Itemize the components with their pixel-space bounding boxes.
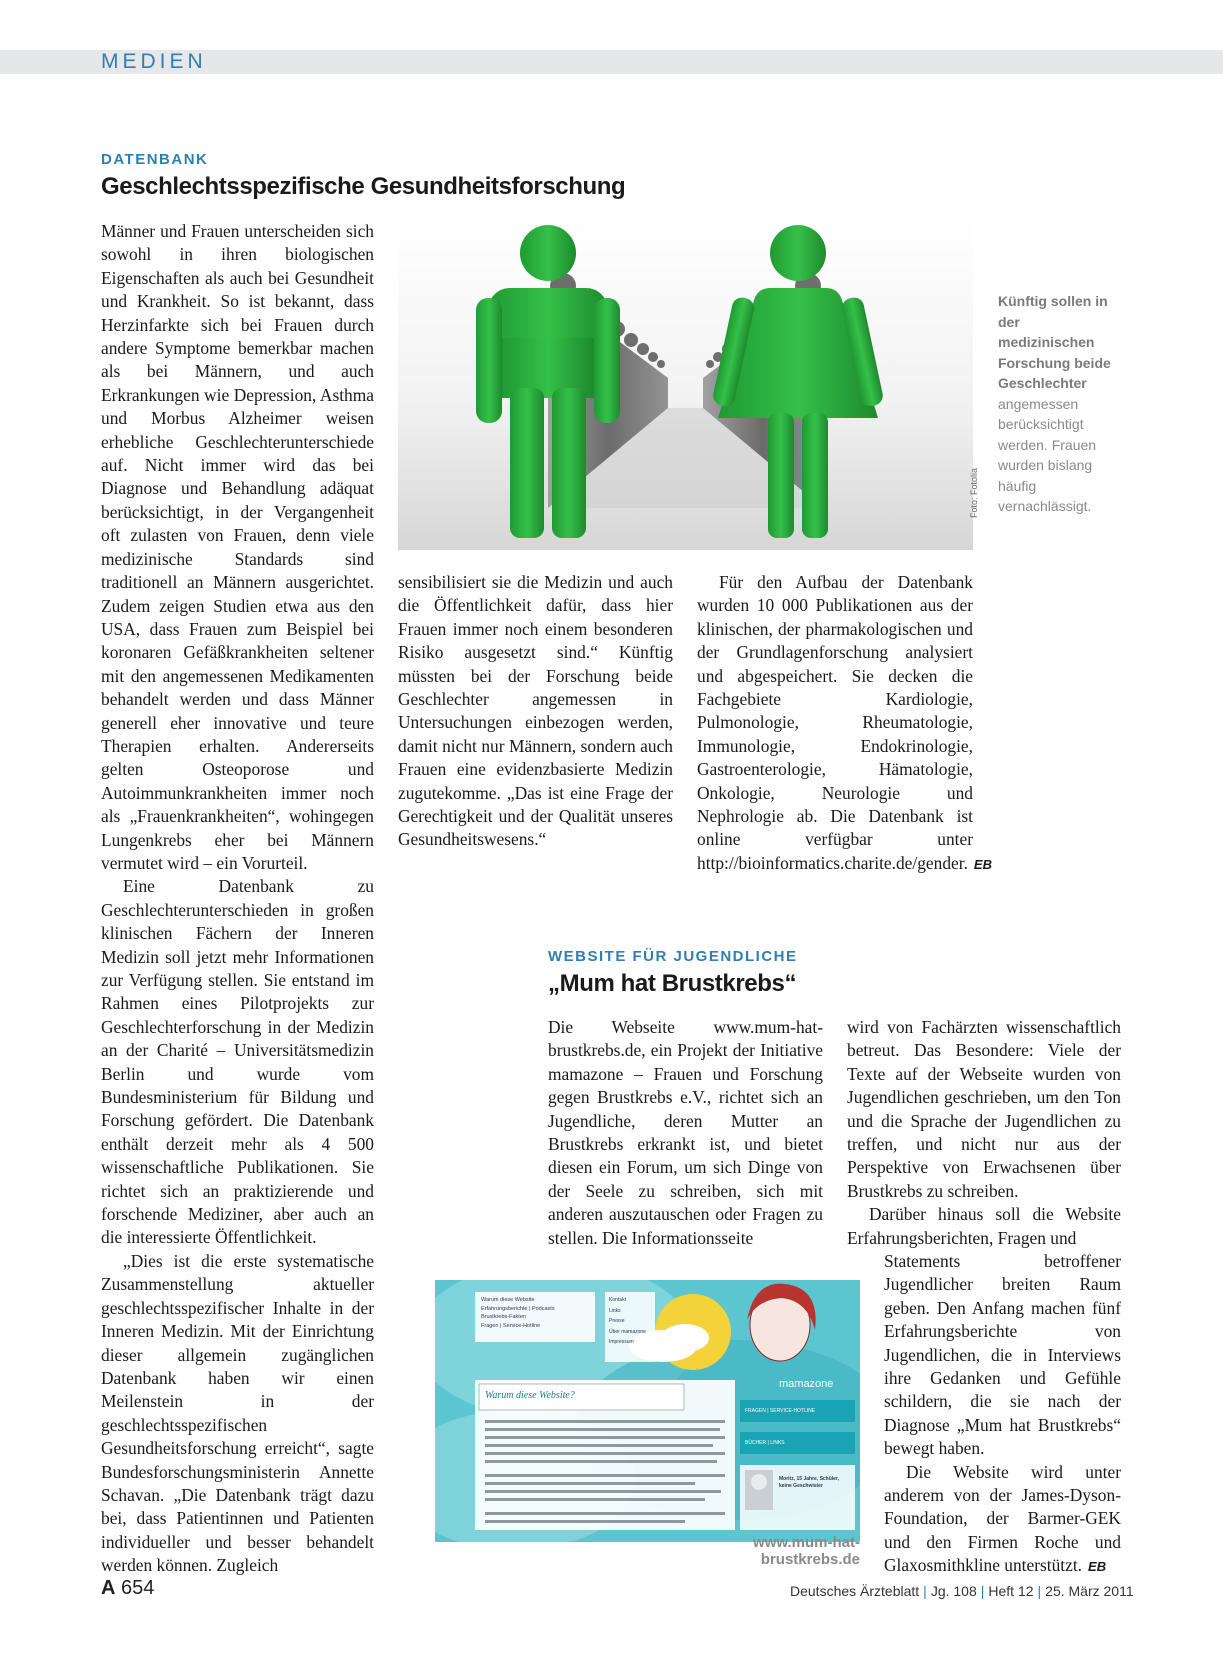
gender-figures-illustration: [398, 218, 973, 550]
site-link[interactable]: Presse: [609, 1318, 625, 1324]
article1-paragraph: Für den Aufbau der Datenbank wurden 10 000 Publikationen aus der klinischen, der pharmakologischen und der Grundlagenforschung analysiert und abgespeichert. Sie decken die Fachgebiete Kardiologie, Pulmonologie, Rheumatologie, Immunologie, Endokrinologie, Gastroenterologie, Hämatologie, Onkologie, Neurologie und Nephrologie ab. Die Datenbank ist online verfügbar unter http://bioinformatics.charite.de/gender.: [697, 572, 973, 873]
mamazone-logo: mamazone: [779, 1378, 834, 1390]
article1-paragraph: „Dies ist die erste systematische Zusammenstellung aktueller geschlechtsspezifischer Inhalte in der Inneren Medizin. Mit der Einrichtung dieser allgemein zugänglichen Datenbank haben wir einen Meilenstein in der geschlechtsspezifischen Gesundheitsforschung erreicht“, sagte Bundesforschungsministerin Annette Schavan. „Die Datenbank trägt dazu bei, dass Patientinnen und Patienten individueller und besser behandelt werden können. Zugleich: [101, 1250, 374, 1576]
article2-paragraph: Statements betroffener Jugendlicher breiten Raum geben. Den Anfang machen fünf Erfahrungsberichte von Jugendlichen, die in Interviews ihre Gedanken und Gefühle schildern, die sie nach der Diagnose „Mum hat Brustkrebs“ bewegt haben.: [884, 1251, 1121, 1459]
journal-issue: Heft 12: [988, 1583, 1034, 1599]
site-menu: [481, 1296, 555, 1330]
site-link[interactable]: Links: [609, 1307, 621, 1314]
site-profile: Moritz, 15 Jahre, Schüler, keine Geschwister: [779, 1476, 840, 1489]
article1-title: Geschlechtsspezifische Gesundheitsforschung: [101, 173, 626, 200]
page-prefix: A: [101, 1577, 116, 1599]
site-menu-item[interactable]: Fragen | Service-Hotline: [481, 1322, 541, 1329]
article1-column-2: [398, 571, 673, 852]
journal-date: 25. März 2011: [1045, 1583, 1134, 1599]
journal-volume: Jg. 108: [930, 1583, 977, 1599]
site-menu-item[interactable]: Warum diese Website: [481, 1297, 535, 1303]
article1-column-1: [101, 220, 374, 1578]
site-link[interactable]: Impressum: [609, 1339, 634, 1345]
screenshot-caption: www.mum-hat-brustkrebs.de: [753, 1534, 860, 1568]
article1-paragraph: sensibilisiert sie die Medizin und auch die Öffentlichkeit dafür, dass hier Frauen immer noch einem besonderen Risiko ausgesetzt sind.“ Künftig müssten bei der Forschung beide Geschlechter angemessen in Untersuchungen einbezogen werden, damit nicht nur Männern, sondern auch Frauen eine evidenzbasierte Medizin zugutekomme. „Das ist eine Frage der Gerechtigkeit und der Qualität unseres Gesundheitswesens.“: [398, 572, 673, 850]
site-bar-faq[interactable]: FRAGEN | SERVICE-HOTLINE: [745, 1408, 816, 1414]
article1-kicker: DATENBANK: [101, 151, 209, 168]
site-menu-item[interactable]: Erfahrungsberichte | Podcasts: [481, 1305, 555, 1312]
section-label: MEDIEN: [101, 50, 207, 73]
article2-kicker: WEBSITE FÜR JUGENDLICHE: [548, 948, 798, 965]
site-link[interactable]: Kontakt: [609, 1297, 626, 1303]
article2-column-2: [847, 1016, 1121, 1250]
article2-paragraph: Die Website wird unter anderem von der James-Dyson-Foundation, der Barmer-GEK und den Firmen Roche und Glaxosmithkline unterstützt.: [884, 1461, 1121, 1576]
journal-info: [790, 1583, 1134, 1599]
site-link[interactable]: Über mamazone: [609, 1328, 646, 1335]
site-links: [609, 1295, 646, 1348]
website-screenshot: [435, 1280, 860, 1542]
footer-separator: |: [1037, 1583, 1042, 1599]
article2-title: „Mum hat Brustkrebs“: [548, 970, 797, 997]
article2-column-2-continued: [884, 1250, 1121, 1579]
article1-signature: EB: [973, 856, 992, 872]
caption-bold: Künftig sollen in der medizinischen Forschung beide Geschlechter: [998, 293, 1111, 391]
footer-separator: |: [980, 1583, 985, 1599]
gender-figures-photo: [398, 218, 973, 550]
article2-paragraph: Darüber hinaus soll die Website Erfahrungsberichten, Fragen und: [847, 1204, 1121, 1248]
article2-signature: EB: [1088, 1559, 1107, 1575]
article2-paragraph: wird von Fachärzten wissenschaftlich betreut. Das Besondere: Viele der Texte auf der Webseite wurden von Jugendlichen geschrieben, um den Ton und die Sprache der Jugendlichen zu treffen, und nicht nur aus der Perspektive von Erwachsenen über Brustkrebs zu schreiben.: [847, 1017, 1121, 1201]
caption-text: angemessen berücksichtigt werden. Frauen wurden bislang häufig vernachlässigt.: [998, 395, 1097, 514]
page-number-value: 654: [121, 1577, 155, 1599]
site-menu-item[interactable]: Brustkrebs-Fakten: [481, 1314, 526, 1320]
photo-credit: Foto: Fotolia: [969, 467, 979, 518]
article1-paragraph: Eine Datenbank zu Geschlechterunterschieden in großen klinischen Fächern der Inneren Medizin soll jetzt mehr Informationen zur Verfügung stellen. Sie entstand im Rahmen eines Pilotprojekts zur Geschlechterforschung in der Medizin an der Charité – Universitätsmedizin Berlin und wurde vom Bundesministerium für Bildung und Forschung gefördert. Die Datenbank enthält derzeit mehr als 4 500 wissenschaftliche Publikationen. Sie richtet sich an praktizierende und forschende Mediziner, aber auch an die interessierte Öffentlichkeit.: [101, 876, 374, 1248]
site-bar-books[interactable]: BÜCHER | LINKS: [745, 1440, 785, 1446]
photo-caption: [998, 291, 1118, 517]
article1-column-3: [697, 571, 992, 876]
article2-column-1: [548, 1016, 823, 1250]
journal-name: Deutsches Ärzteblatt: [790, 1583, 920, 1599]
page-number: [101, 1577, 154, 1600]
article2-paragraph: Die Webseite www.mum-hat-brustkrebs.de, ein Projekt der Initiative mamazone – Frauen und Forschung gegen Brustkrebs e.V., richtet sich an Jugendliche, deren Mutter an Brustkrebs erkrankt ist, und bietet diesen ein Forum, um sich Dinge von der Seele zu schreiben, sich mit anderen auszutauschen oder Fragen zu stellen. Die Informationsseite: [548, 1017, 823, 1248]
article1-paragraph: Männer und Frauen unterscheiden sich sowohl in ihren biologischen Eigenschaften als auch bei Gesundheit und Krankheit. So ist bekannt, dass Herzinfarkte sich bei Frauen durch andere Symptome bemerkbar machen als bei Männern, und auch Erkrankungen wie Depression, Asthma und Morbus Alzheimer weisen erhebliche Geschlechterunterschiede auf. Nicht immer wird das bei Diagnose und Behandlung adäquat berücksichtigt, in der Vergangenheit oft zulasten von Frauen, denn viele medizinische Standards sind traditionell an Männern ausgerichtet. Zudem zeigen Studien etwa aus den USA, dass Frauen zum Beispiel bei koronaren Gefäßkrankheiten seltener mit den angemessenen Medikamenten behandelt werden und dass Männer generell eher innovative und teure Therapien erhalten. Andererseits gelten Osteoporose und Autoimmunkrankheiten immer noch als „Frauenkrankheiten“, wohingegen Lungenkrebs eher bei Männern vermutet wird – ein Vorurteil.: [101, 221, 374, 873]
site-heading: Warum diese Website?: [485, 1390, 575, 1401]
footer-separator: |: [923, 1583, 927, 1599]
